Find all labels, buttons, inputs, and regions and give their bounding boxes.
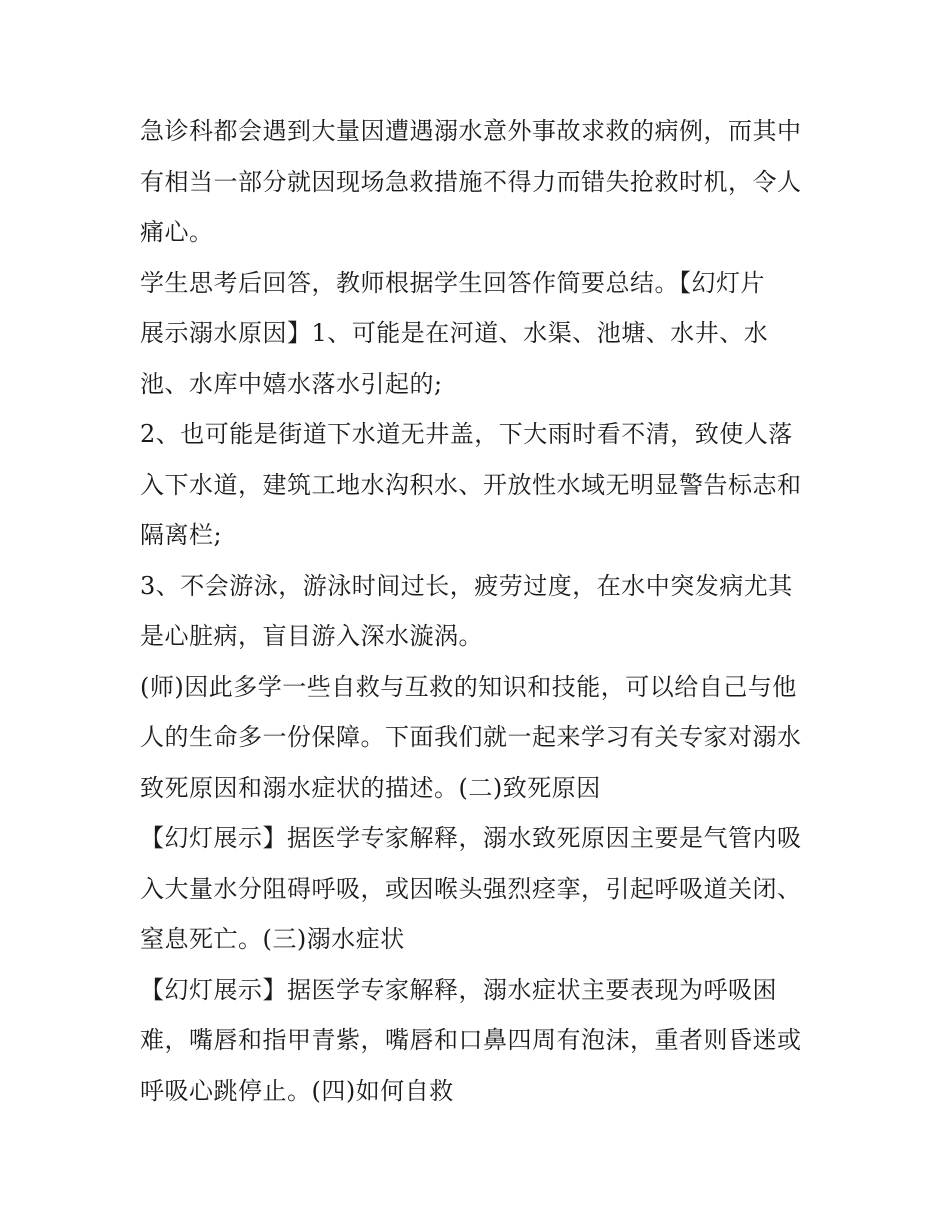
text-line: 入大量水分阻碍呼吸，或因喉头强烈痉挛，引起呼吸道关闭、 (140, 874, 802, 903)
text-line: 展示溺水原因】1、可能是在河道、水渠、池塘、水井、水 (140, 319, 769, 347)
text-line: 【幻灯展示】据医学专家解释，溺水症状主要表现为呼吸困 (140, 975, 777, 1004)
text-line: 【幻灯展示】据医学专家解释，溺水致死原因主要是气管内吸 (140, 824, 802, 852)
text-line: 2、也可能是街道下水道无井盖，下大雨时看不清，致使人落 (140, 420, 793, 448)
document-body (140, 106, 820, 1116)
text-line: 窒息死亡。(三)溺水症状 (140, 925, 405, 953)
text-line: 呼吸心跳停止。(四)如何自救 (140, 1076, 454, 1105)
text-line: 痛心。 (140, 218, 214, 246)
text-line: 人的生命多一份保障。下面我们就一起来学习有关专家对溺水 (140, 723, 802, 751)
text-line: 是心脏病，盲目游入深水漩涡。 (140, 622, 483, 650)
text-line: 3、不会游泳，游泳时间过长，疲劳过度，在水中突发病尤其 (140, 571, 793, 600)
text-line: 急诊科都会遇到大量因遭遇溺水意外事故求救的病例，而其中 (140, 117, 802, 145)
text-line: 难，嘴唇和指甲青紫，嘴唇和口鼻四周有泡沫，重者则昏迷或 (140, 1026, 802, 1054)
text-line: 致死原因和溺水症状的描述。(二)致死原因 (140, 773, 601, 802)
text-line: 学生思考后回答，教师根据学生回答作简要总结。【幻灯片 (140, 268, 765, 297)
text-line: 池、水库中嬉水落水引起的; (140, 369, 443, 398)
text-line: 有相当一部分就因现场急救措施不得力而错失抢救时机，令人 (140, 167, 802, 196)
text-line: (师)因此多学一些自救与互救的知识和技能，可以给自己与他 (140, 672, 797, 701)
text-line: 隔离栏; (140, 521, 223, 549)
text-line: 入下水道，建筑工地水沟积水、开放性水域无明显警告标志和 (140, 470, 802, 499)
